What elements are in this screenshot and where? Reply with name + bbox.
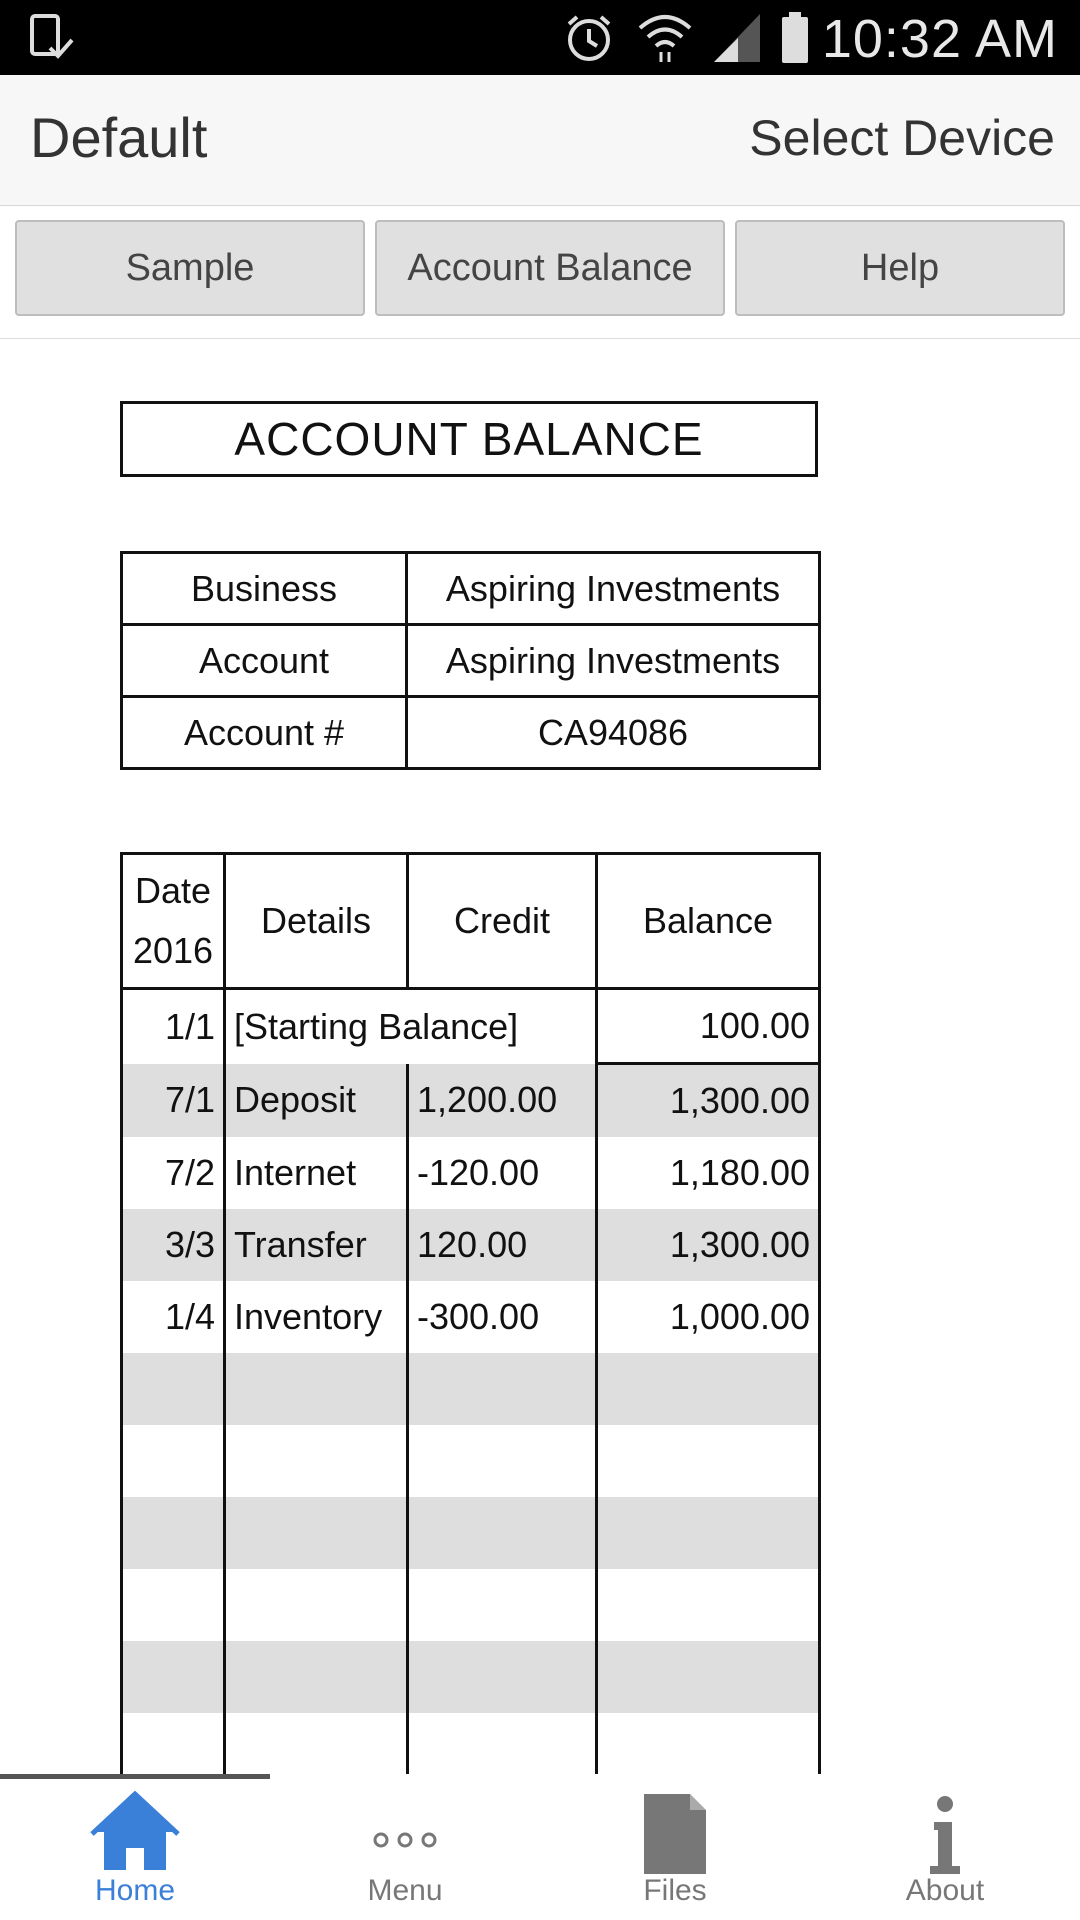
- empty-cell: [408, 1641, 597, 1713]
- table-row: [122, 1209, 820, 1281]
- nav-menu-label: Menu: [367, 1874, 443, 1907]
- empty-cell: [597, 1353, 820, 1425]
- nav-files[interactable]: [540, 1774, 810, 1920]
- empty-cell: [225, 1497, 408, 1569]
- credit-header: Credit: [453, 900, 551, 941]
- empty-row: [122, 1569, 820, 1641]
- clock: 10:32 AM: [821, 9, 1058, 69]
- empty-cell: [597, 1569, 820, 1641]
- info-row: [122, 553, 820, 625]
- empty-cell: [225, 1713, 408, 1774]
- wifi-icon: [636, 12, 694, 64]
- info-value: Aspiring Investments: [407, 625, 820, 697]
- empty-cell: [122, 1569, 225, 1641]
- table-row: [122, 1281, 820, 1353]
- select-device-button[interactable]: Select Device: [749, 110, 1055, 166]
- nav-home-label: Home: [94, 1874, 176, 1907]
- empty-cell: [122, 1425, 225, 1497]
- empty-cell: [408, 1569, 597, 1641]
- date-header-line1: Date: [134, 870, 212, 911]
- table-row: [122, 1137, 820, 1209]
- device-check-icon: [28, 14, 76, 62]
- nav-files-label: Files: [643, 1874, 707, 1907]
- info-row: [122, 625, 820, 697]
- row-amount: -120.00: [408, 1137, 597, 1209]
- empty-cell: [225, 1569, 408, 1641]
- empty-cell: [597, 1713, 820, 1774]
- empty-cell: [225, 1425, 408, 1497]
- info-label: Account: [122, 625, 407, 697]
- row-details: Transfer: [225, 1209, 408, 1281]
- info-label: Account #: [122, 697, 407, 769]
- empty-cell: [597, 1497, 820, 1569]
- bottom-nav: [0, 1774, 1080, 1920]
- info-value: CA94086: [407, 697, 820, 769]
- credit-debit-header: [408, 854, 597, 989]
- row-details: Inventory: [225, 1281, 408, 1353]
- empty-row: [122, 1353, 820, 1425]
- balance-header: Balance: [597, 854, 820, 989]
- empty-cell: [225, 1353, 408, 1425]
- tab-account-balance[interactable]: Account Balance: [375, 220, 725, 316]
- empty-cell: [408, 1497, 597, 1569]
- empty-cell: [225, 1641, 408, 1713]
- row-date: 7/1: [122, 1064, 225, 1138]
- starting-balance-row: [122, 989, 820, 1064]
- empty-cell: [122, 1497, 225, 1569]
- app-header: [0, 75, 1080, 206]
- battery-icon: [780, 12, 810, 64]
- home-icon: [0, 1788, 270, 1878]
- nav-menu[interactable]: [270, 1774, 540, 1920]
- nav-about-label: About: [905, 1874, 985, 1907]
- tab-sample[interactable]: Sample: [15, 220, 365, 316]
- empty-cell: [122, 1353, 225, 1425]
- row-balance: 1,180.00: [597, 1137, 820, 1209]
- empty-cell: [122, 1641, 225, 1713]
- alarm-icon: [563, 12, 615, 64]
- row-date: 7/2: [122, 1137, 225, 1209]
- tab-bar: [0, 206, 1080, 339]
- info-label: Business: [122, 553, 407, 625]
- dots-icon: [270, 1788, 540, 1878]
- row-details: Internet: [225, 1137, 408, 1209]
- empty-cell: [408, 1425, 597, 1497]
- row-date: 1/4: [122, 1281, 225, 1353]
- row-balance: 1,300.00: [597, 1064, 820, 1138]
- row-balance: 1,300.00: [597, 1209, 820, 1281]
- info-row: [122, 697, 820, 769]
- date-header: [122, 854, 225, 989]
- empty-cell: [597, 1425, 820, 1497]
- row-balance: 1,000.00: [597, 1281, 820, 1353]
- row-balance: 100.00: [597, 989, 820, 1064]
- details-header: Details: [225, 854, 408, 989]
- empty-row: [122, 1641, 820, 1713]
- row-amount: 120.00: [408, 1209, 597, 1281]
- status-bar: [0, 0, 1080, 75]
- empty-cell: [122, 1713, 225, 1774]
- empty-row: [122, 1425, 820, 1497]
- empty-row: [122, 1497, 820, 1569]
- row-amount: 1,200.00: [408, 1064, 597, 1138]
- info-value: Aspiring Investments: [407, 553, 820, 625]
- row-details: Deposit: [225, 1064, 408, 1138]
- table-row: [122, 1064, 820, 1138]
- document-title: ACCOUNT BALANCE: [120, 401, 818, 477]
- nav-about[interactable]: [810, 1774, 1080, 1920]
- row-date: 1/1: [122, 989, 225, 1064]
- date-header-line2: 2016: [132, 930, 214, 971]
- empty-cell: [408, 1353, 597, 1425]
- row-amount: -300.00: [408, 1281, 597, 1353]
- signal-icon: [712, 12, 762, 64]
- document-view[interactable]: [0, 339, 1080, 1774]
- empty-row: [122, 1713, 820, 1774]
- ledger-table: [120, 852, 821, 1774]
- ledger-header-row: [122, 854, 820, 989]
- tab-help[interactable]: Help: [735, 220, 1065, 316]
- row-date: 3/3: [122, 1209, 225, 1281]
- info-icon: [810, 1788, 1080, 1878]
- account-info-table: [120, 551, 821, 770]
- nav-home[interactable]: [0, 1774, 270, 1920]
- file-icon: [540, 1788, 810, 1878]
- empty-cell: [597, 1641, 820, 1713]
- row-details: [Starting Balance]: [225, 989, 597, 1064]
- page-title: Default: [30, 106, 208, 169]
- empty-cell: [408, 1713, 597, 1774]
